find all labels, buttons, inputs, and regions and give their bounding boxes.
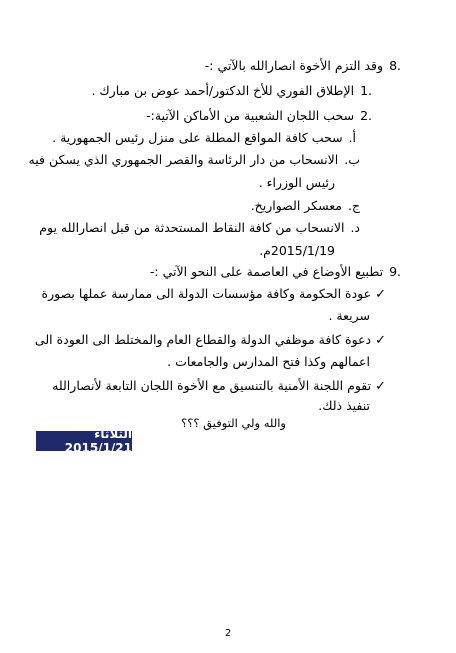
bullet-2-line1: ✓دعوة كافة موظفي الدولة والقطاع العام والمختلط الى العودة الى xyxy=(34,332,386,348)
bullet-3-line1: ✓تقوم اللجنة الأمنية بالتنسيق مع الأخوة اللجان التابعة لأنصارالله xyxy=(52,378,386,394)
item-8: .8وقد التزم الأخوة انصارالله بالآتي :- xyxy=(204,58,401,73)
bullet-3-line2: تنفيذ ذلك. xyxy=(318,398,370,413)
check-mark-icon: ✓ xyxy=(375,287,386,302)
check-mark-icon: ✓ xyxy=(375,379,386,394)
sub-item-2: .2سحب اللجان الشعبية من الأماكن الآتية:- xyxy=(146,108,372,123)
page-number: 2 xyxy=(224,628,232,639)
item-9: .9تطبيع الأوضاع في العاصمة على النحو الآتي :- xyxy=(149,264,401,279)
sub-item-1: .1الإطلاق الفوري للأخ الدكتور/أحمد عوض بن مبارك . xyxy=(91,83,372,98)
closing-line: والله ولي التوفيق ؟؟؟ xyxy=(181,416,286,430)
date-box: الثلاثاء 2015/1/21 xyxy=(36,431,132,451)
sub-item-d-line2: 2015/1/19م. xyxy=(259,243,335,258)
check-mark-icon: ✓ xyxy=(375,333,386,348)
sub-item-c: ج.معسكر الصواريخ. xyxy=(250,198,360,213)
bullet-2-line2: اعمالهم وكذا فتح المدارس والجامعات . xyxy=(167,354,370,369)
sub-item-b-line1: ب.الانسحاب من دار الرئاسة والقصر الجمهوري الذي يسكن فيه xyxy=(28,152,360,167)
sub-item-a: أ.سحب كافة المواقع المطلة على منزل رئيس الجمهورية . xyxy=(52,130,356,145)
sub-item-b-line2: رئيس الوزراء . xyxy=(258,175,335,190)
sub-item-d-line1: د.الانسحاب من كافة النقاط المستحدثة من قبل انصارالله يوم xyxy=(39,220,360,235)
bullet-1-line1: ✓عودة الحكومة وكافة مؤسسات الدولة الى ممارسة عملها بصورة xyxy=(41,286,386,302)
bullet-1-line2: سريعة . xyxy=(328,308,370,323)
